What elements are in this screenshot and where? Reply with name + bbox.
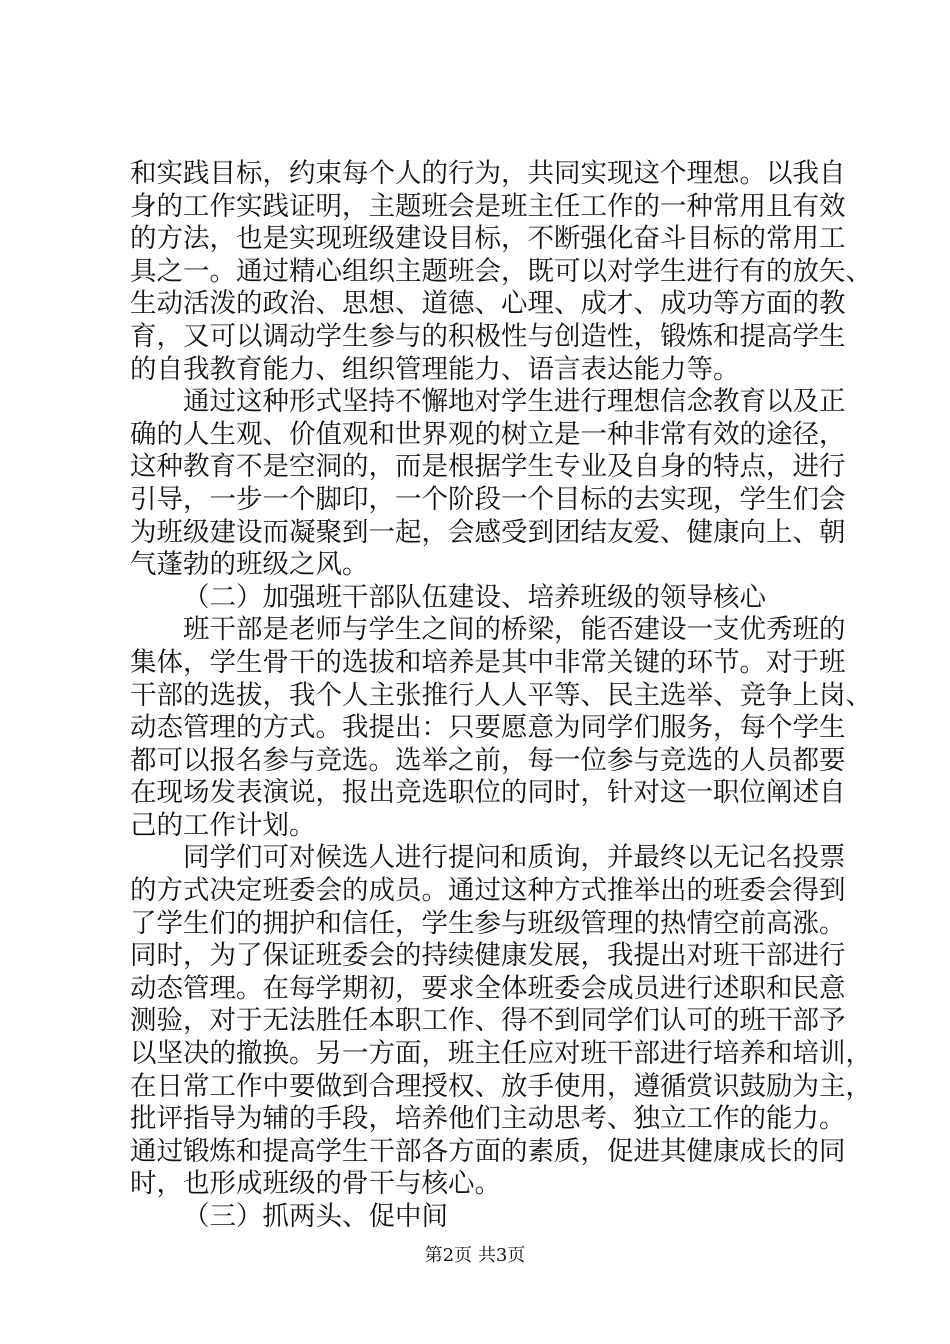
text-line: 时，也形成班级的骨干与核心。 xyxy=(130,1168,501,1200)
text-line: 动态管理。在每学期初，要求全体班委会成员进行述职和民意 xyxy=(130,972,846,1004)
text-line: 的方式决定班委会的成员。通过这种方式推举出的班委会得到 xyxy=(130,875,846,907)
text-line: 同时，为了保证班委会的持续健康发展，我提出对班干部进行 xyxy=(130,940,846,972)
text-line: 的自我教育能力、组织管理能力、语言表达能力等。 xyxy=(130,353,740,385)
text-line: 的方法，也是实现班级建设目标，不断强化奋斗目标的常用工 xyxy=(130,223,846,255)
document-body xyxy=(130,158,872,1234)
text-line: 为班级建设而凝聚到一起，会感受到团结友爱、健康向上、朝 xyxy=(130,516,846,548)
text-line: 批评指导为辅的手段，培养他们主动思考、独立工作的能力。 xyxy=(130,1103,846,1135)
text-line: 集体，学生骨干的选拔和培养是其中非常关键的环节。对于班 xyxy=(130,646,846,678)
text-line: 通过这种形式坚持不懈地对学生进行理想信念教育以及正 xyxy=(183,386,846,418)
section-heading xyxy=(130,1201,830,1234)
page-footer xyxy=(0,1244,950,1268)
text-line: 具之一。通过精心组织主题班会，既可以对学生进行有的放矢、 xyxy=(130,255,872,287)
text-line: 生动活泼的政治、思想、道德、心理、成才、成功等方面的教 xyxy=(130,288,846,320)
text-line: 都可以报名参与竞选。选举之前，每一位参与竞选的人员都要 xyxy=(130,744,846,776)
text-line: 动态管理的方式。我提出：只要愿意为同学们服务，每个学生 xyxy=(130,712,846,744)
text-line: 在现场发表演说，报出竞选职位的同时，针对这一职位阐述自 xyxy=(130,777,846,809)
text-line: 确的人生观、价值观和世界观的树立是一种非常有效的途径， xyxy=(130,418,846,450)
text-line: 同学们可对候选人进行提问和质询，并最终以无记名投票 xyxy=(183,842,846,874)
text-line: 育，又可以调动学生参与的积极性与创造性，锻炼和提高学生 xyxy=(130,320,846,352)
text-line: 己的工作计划。 xyxy=(130,809,316,841)
heading-text: （三）抓两头、促中间 xyxy=(183,1201,448,1232)
text-line: 干部的选拔，我个人主张推行人人平等、民主选举、竞争上岗、 xyxy=(130,679,872,711)
page-number-label: 第2页 共3页 xyxy=(424,1245,526,1266)
text-line: 班干部是老师与学生之间的桥梁，能否建设一支优秀班的 xyxy=(183,614,846,646)
text-line: 在日常工作中要做到合理授权、放手使用，遵循赏识鼓励为主， xyxy=(130,1070,872,1102)
text-line: 气蓬勃的班级之风。 xyxy=(130,549,369,581)
text-line: 测验，对于无法胜任本职工作、得不到同学们认可的班干部予 xyxy=(130,1005,846,1037)
text-line: 身的工作实践证明，主题班会是班主任工作的一种常用且有效 xyxy=(130,190,846,222)
text-line: 通过锻炼和提高学生干部各方面的素质，促进其健康成长的同 xyxy=(130,1135,846,1167)
text-line: 和实践目标，约束每个人的行为，共同实现这个理想。以我自 xyxy=(130,158,846,189)
paragraph xyxy=(130,158,872,386)
text-line: 引导，一步一个脚印，一个阶段一个目标的去实现，学生们会 xyxy=(130,483,846,515)
text-line: 这种教育不是空洞的，而是根据学生专业及自身的特点，进行 xyxy=(130,451,846,483)
paragraph xyxy=(130,614,872,842)
heading-text: （二）加强班干部队伍建设、培养班级的领导核心 xyxy=(183,581,766,613)
paragraph xyxy=(130,386,846,582)
text-line: 以坚决的撤换。另一方面，班主任应对班干部进行培养和培训， xyxy=(130,1038,872,1070)
paragraph xyxy=(130,842,872,1201)
section-heading xyxy=(130,582,830,615)
text-line: 了学生们的拥护和信任，学生参与班级管理的热情空前高涨。 xyxy=(130,907,846,939)
